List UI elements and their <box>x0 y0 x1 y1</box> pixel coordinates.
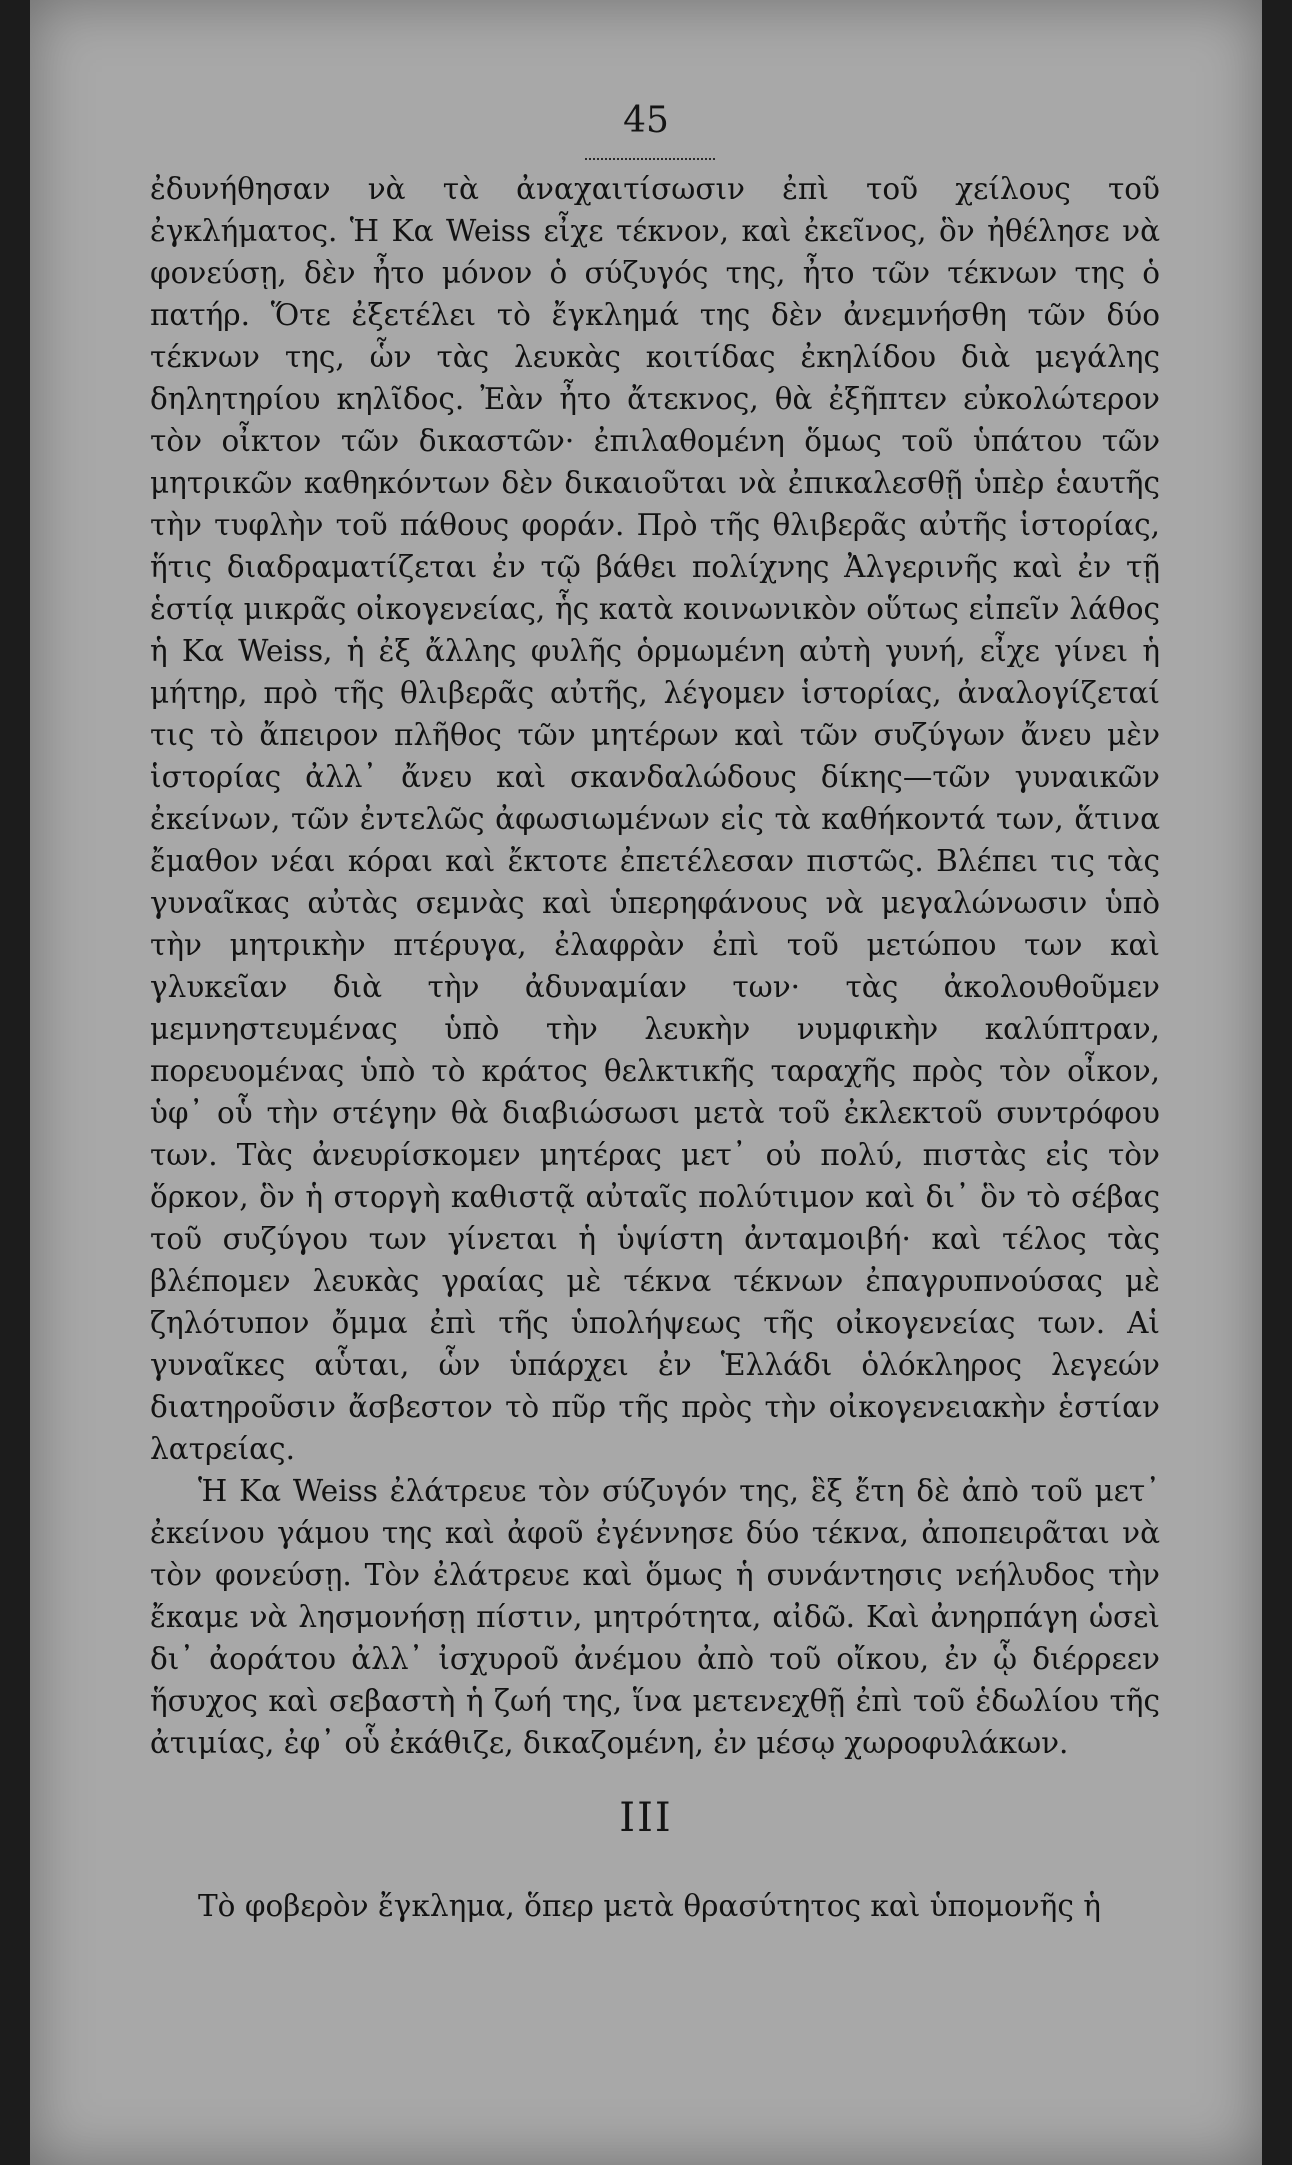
paragraph-2: Ἡ Κα Weiss ἐλάτρευε τὸν σύζυγόν της, ἓξ ἔτη δὲ ἀπὸ τοῦ μετ᾽ ἐκείνου γάμου της καὶ ἀφοῦ ἐγέννησε δύο τέκνα, ἀποπειρᾶται νὰ τὸν φονεύσῃ. Τὸν ἐλάτρευε καὶ ὅμως ἡ συνάντησις νεήλυδος τὴν ἔκαμε νὰ λησμονήσῃ πίστιν, μητρότητα, αἰδῶ. Καὶ ἀνηρπάγη ὡσεὶ δι᾽ ἀοράτου ἀλλ᾽ ἰσχυροῦ ἀνέμου ἀπὸ τοῦ οἴκου, ἐν ᾧ διέρρεεν ἥσυχος καὶ σεβαστὴ ἡ ζωή της, ἵνα μετενεχθῇ ἐπὶ τοῦ ἑδωλίου τῆς ἀτιμίας, ἐφ᾽ οὗ ἐκάθιζε, δικαζομένη, ἐν μέσῳ χωροφυλάκων. <box>150 1474 1160 1760</box>
paragraph-1: ἐδυνήθησαν νὰ τὰ ἀναχαιτίσωσιν ἐπὶ τοῦ χείλους τοῦ ἐγκλήματος. Ἡ Κα Weiss εἶχε τέκνον, καὶ ἐκεῖνος, ὃν ἠθέλησε νὰ φονεύσῃ, δὲν ἦτο μόνον ὁ σύζυγός της, ἦτο τῶν τέκνων της ὁ πατήρ. Ὅτε ἐξετέλει τὸ ἔγκλημά της δὲν ἀνεμνήσθη τῶν δύο τέκνων της, ὧν τὰς λευκὰς κοιτίδας ἐκηλίδου διὰ μεγάλης δηλητηρίου κηλῖδος. Ἐὰν ἦτο ἄτεκνος, θὰ ἐξῆπτεν εὐκολώτερον τὸν οἶκτον τῶν δικαστῶν· ἐπιλαθομένη ὅμως τοῦ ὑπάτου τῶν μητρικῶν καθηκόντων δὲν δικαιοῦται νὰ ἐπικαλεσθῇ ὑπὲρ ἑαυτῆς τὴν τυφλὴν τοῦ πάθους φοράν. Πρὸ τῆς θλιβερᾶς αὐτῆς ἱστορίας, ἥτις διαδραματίζεται ἐν τῷ βάθει πολίχνης Ἀλγερινῆς καὶ ἐν τῇ ἑστίᾳ μικρᾶς οἰκογενείας, ἧς κατὰ κοινωνικὸν οὕτως εἰπεῖν λάθος ἡ Κα Weiss, ἡ ἐξ ἄλλης φυλῆς ὁρμωμένη αὐτὴ γυνή, εἶχε γίνει ἡ μήτηρ, πρὸ τῆς θλιβερᾶς αὐτῆς, λέγομεν ἱστορίας, ἀναλογίζεταί τις τὸ ἄπειρον πλῆθος τῶν μητέρων καὶ τῶν συζύγων ἄνευ μὲν ἱστορίας ἀλλ᾽ ἄνευ καὶ σκανδαλώδους δίκης—τῶν γυναικῶν ἐκείνων, τῶν ἐντελῶς ἀφωσιωμένων εἰς τὰ καθήκοντά των, ἅτινα ἔμαθον νέαι κόραι καὶ ἔκτοτε ἐπετέλεσαν πιστῶς. Βλέπει τις τὰς γυναῖκας αὐτὰς σεμνὰς καὶ ὑπερηφάνους νὰ μεγαλώνωσιν ὑπὸ τὴν μητρικὴν πτέρυγα, ἐλαφρὰν ἐπὶ τοῦ μετώπου των καὶ γλυκεῖαν διὰ τὴν ἀδυναμίαν των· τὰς ἀκολουθοῦμεν μεμνηστευμένας ὑπὸ τὴν λευκὴν νυμφικὴν καλύπτραν, πορευομένας ὑπὸ τὸ κράτος θελκτικῆς ταραχῆς πρὸς τὸν οἶκον, ὑφ᾽ οὗ τὴν στέγην θὰ διαβιώσωσι μετὰ τοῦ ἐκλεκτοῦ συντρόφου των. Τὰς ἀνευρίσκομεν μητέρας μετ᾽ οὐ πολύ, πιστὰς εἰς τὸν ὅρκον, ὃν ἡ στοργὴ καθιστᾷ αὐταῖς πολύτιμον καὶ δι᾽ ὃν τὸ σέβας τοῦ συζύγου των γίνεται ἡ ὑψίστη ἀνταμοιβή· καὶ τέλος τὰς βλέπομεν λευκὰς γραίας μὲ τέκνα τέκνων ἐπαγρυπνούσας μὲ ζηλότυπον ὄμμα ἐπὶ τῆς ὑπολήψεως τῆς οἰκογενείας των. Αἱ γυναῖκες αὗται, ὧν ὑπάρχει ἐν Ἑλλάδι ὁλόκληρος λεγεών διατηροῦσιν ἄσβεστον τὸ πῦρ τῆς πρὸς τὴν οἰκογενειακὴν ἑστίαν λατρείας. <box>150 172 1160 1466</box>
section-heading: III <box>619 1795 673 1841</box>
scanned-page <box>30 0 1262 2165</box>
page-number: 45 <box>623 100 669 141</box>
body-text <box>150 168 1160 1764</box>
section-text: Τὸ φοβερὸν ἔγκλημα, ὅπερ μετὰ θρασύτητος καὶ ὑπομονῆς ἡ <box>198 1889 1101 1923</box>
page-number-rule <box>585 158 715 160</box>
